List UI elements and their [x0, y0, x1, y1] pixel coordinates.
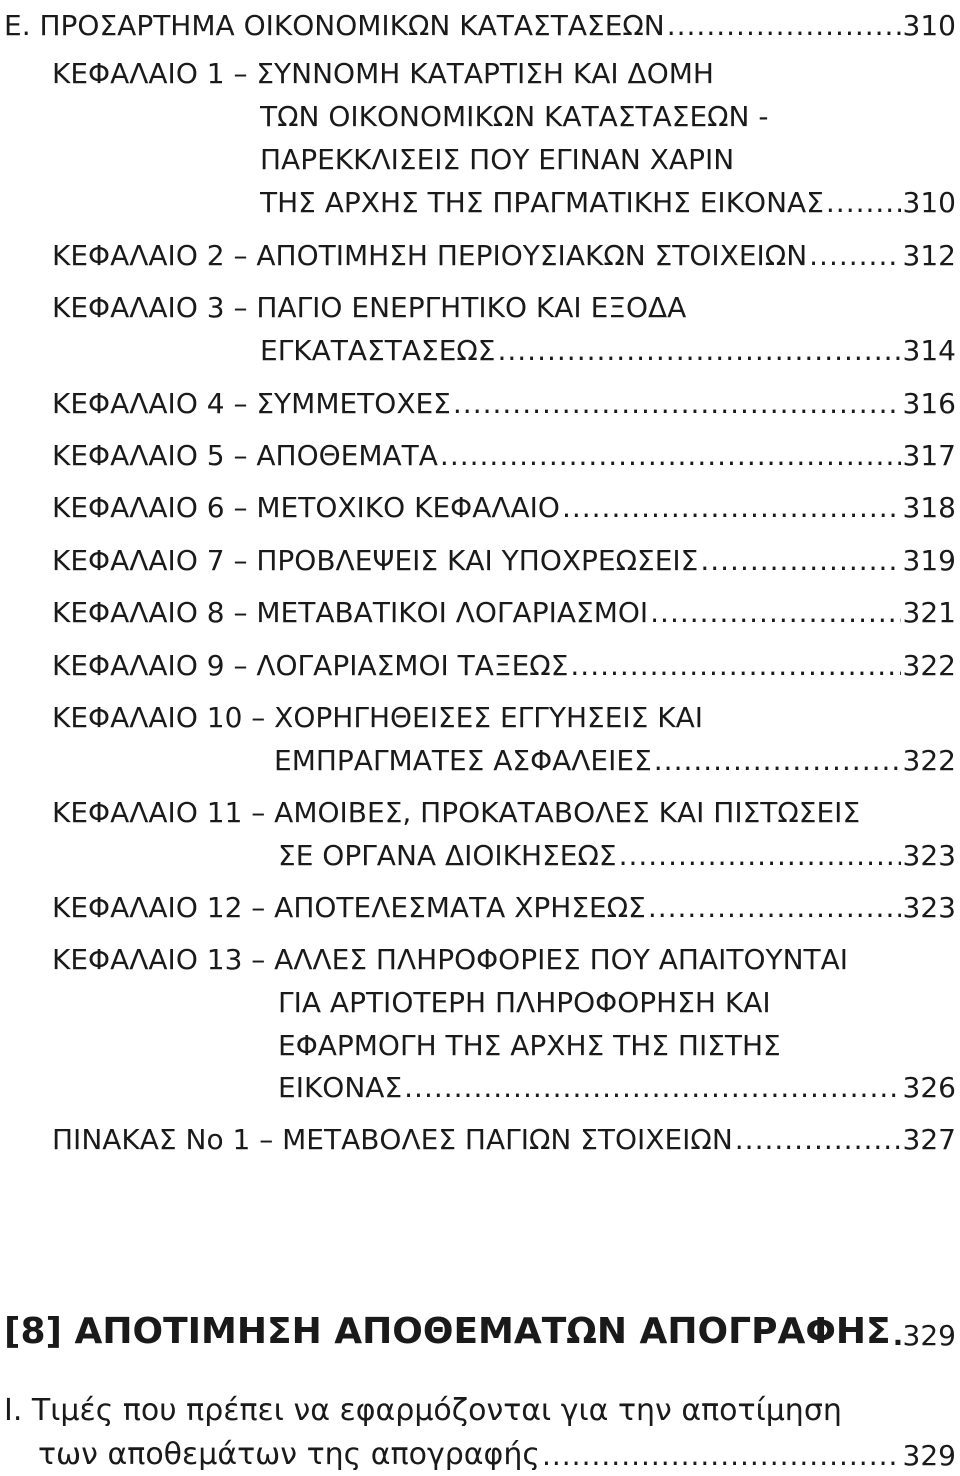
- dot-leader: [619, 842, 901, 870]
- toc-entry-chapter-11-line-1: [52, 787, 956, 827]
- toc-entry-chapter-13-line-1: [52, 934, 956, 974]
- toc-entry-part-8: [4, 1304, 956, 1350]
- page-number: 318: [902, 491, 956, 522]
- toc-entry-chapter-13-line-4: [278, 1062, 956, 1102]
- page-number: 322: [902, 744, 956, 775]
- chapter-title-continued: ΤΗΣ ΑΡΧΗΣ ΤΗΣ ΠΡΑΓΜΑΤΙΚΗΣ ΕΙΚΟΝΑΣ: [260, 186, 824, 217]
- dot-leader: [570, 652, 900, 680]
- toc-entry-table-1: [52, 1114, 956, 1154]
- page-number: 327: [902, 1123, 956, 1154]
- toc-entry-chapter-2: [52, 230, 956, 270]
- page-number: 312: [902, 239, 956, 270]
- toc-entry-chapter-1-line-1: [52, 48, 956, 88]
- chapter-title-continued: ΤΩΝ ΟΙΚΟΝΟΜΙΚΩΝ ΚΑΤΑΣΤΑΣΕΩΝ -: [260, 100, 769, 131]
- toc-entry-chapter-10-line-1: [52, 692, 956, 732]
- chapter-title: ΚΕΦΑΛΑΙΟ 2 – ΑΠΟΤΙΜΗΣΗ ΠΕΡΙΟΥΣΙΑΚΩΝ ΣΤΟΙΧΕΙΩΝ: [52, 239, 808, 270]
- dot-leader: [893, 1322, 901, 1350]
- chapter-title: ΚΕΦΑΛΑΙΟ 1 – ΣΥΝΝΟΜΗ ΚΑΤΑΡΤΙΣΗ ΚΑΙ ΔΟΜΗ: [52, 57, 714, 88]
- chapter-title-continued: ΣΕ ΟΡΓΑΝΑ ΔΙΟΙΚΗΣΕΩΣ: [278, 839, 617, 870]
- dot-leader: [650, 599, 900, 627]
- toc-entry-section-e: [4, 0, 956, 40]
- chapter-title-continued: ΕΦΑΡΜΟΓΗ ΤΗΣ ΑΡΧΗΣ ΤΗΣ ΠΙΣΤΗΣ: [278, 1029, 781, 1060]
- subsection-title: Ι. Τιμές που πρέπει να εφαρμόζονται για την αποτίμηση: [4, 1393, 842, 1426]
- dot-leader: [654, 747, 901, 775]
- toc-entry-chapter-13-line-3: [278, 1020, 956, 1060]
- dot-leader: [542, 1442, 901, 1470]
- toc-entry-chapter-3-line-2: [260, 325, 956, 365]
- page-number: 316: [902, 387, 956, 418]
- part-title: [8] ΑΠΟΤΙΜΗΣΗ ΑΠΟΘΕΜΑΤΩΝ ΑΠΟΓΡΑΦΗΣ: [4, 1311, 891, 1350]
- dot-leader: [440, 442, 901, 470]
- chapter-title-continued: ΕΙΚΟΝΑΣ: [278, 1071, 403, 1102]
- section-title: Ε. ΠΡΟΣΑΡΤΗΜΑ ΟΙΚΟΝΟΜΙΚΩΝ ΚΑΤΑΣΤΑΣΕΩΝ: [4, 9, 665, 40]
- page-number: 329: [902, 1439, 956, 1470]
- toc-entry-subsection-i-line-2: [38, 1430, 956, 1470]
- page-number: 323: [902, 839, 956, 870]
- toc-entry-chapter-4: [52, 378, 956, 418]
- subsection-title-continued: των αποθεμάτων της απογραφής: [38, 1437, 540, 1470]
- page-number: 319: [902, 544, 956, 575]
- dot-leader: [667, 12, 901, 40]
- chapter-title: ΚΕΦΑΛΑΙΟ 7 – ΠΡΟΒΛΕΨΕΙΣ ΚΑΙ ΥΠΟΧΡΕΩΣΕΙΣ: [52, 544, 699, 575]
- page-number: 322: [902, 649, 956, 680]
- chapter-title: ΚΕΦΑΛΑΙΟ 9 – ΛΟΓΑΡΙΑΣΜΟΙ ΤΑΞΕΩΣ: [52, 649, 569, 680]
- page-number: 317: [902, 439, 956, 470]
- dot-leader: [453, 390, 901, 418]
- page-number: 326: [902, 1071, 956, 1102]
- dot-leader: [648, 894, 901, 922]
- toc-entry-chapter-12: [52, 882, 956, 922]
- page-number: 323: [902, 891, 956, 922]
- dot-leader: [735, 1126, 901, 1154]
- chapter-title: ΚΕΦΑΛΑΙΟ 3 – ΠΑΓΙΟ ΕΝΕΡΓΗΤΙΚΟ ΚΑΙ ΕΞΟΔΑ: [52, 291, 687, 322]
- chapter-title: ΚΕΦΑΛΑΙΟ 10 – ΧΟΡΗΓΗΘΕΙΣΕΣ ΕΓΓΥΗΣΕΙΣ ΚΑΙ: [52, 701, 704, 732]
- toc-entry-chapter-7: [52, 535, 956, 575]
- toc-entry-chapter-1-line-4: [260, 177, 956, 217]
- dot-leader: [809, 242, 900, 270]
- chapter-title: ΚΕΦΑΛΑΙΟ 8 – ΜΕΤΑΒΑΤΙΚΟΙ ΛΟΓΑΡΙΑΣΜΟΙ: [52, 596, 649, 627]
- page-number: 329: [902, 1319, 956, 1350]
- page-number: 314: [902, 334, 956, 365]
- chapter-title: ΚΕΦΑΛΑΙΟ 13 – ΑΛΛΕΣ ΠΛΗΡΟΦΟΡΙΕΣ ΠΟΥ ΑΠΑΙΤΟΥΝΤΑΙ: [52, 943, 849, 974]
- chapter-title: ΚΕΦΑΛΑΙΟ 12 – ΑΠΟΤΕΛΕΣΜΑΤΑ ΧΡΗΣΕΩΣ: [52, 891, 646, 922]
- toc-entry-chapter-5: [52, 430, 956, 470]
- chapter-title: ΚΕΦΑΛΑΙΟ 4 – ΣΥΜΜΕΤΟΧΕΣ: [52, 387, 451, 418]
- page-number: 310: [902, 186, 956, 217]
- chapter-title: ΚΕΦΑΛΑΙΟ 6 – ΜΕΤΟΧΙΚΟ ΚΕΦΑΛΑΙΟ: [52, 491, 560, 522]
- chapter-title: ΚΕΦΑΛΑΙΟ 5 – ΑΠΟΘΕΜΑΤΑ: [52, 439, 438, 470]
- dot-leader: [404, 1074, 900, 1102]
- page-number: 321: [902, 596, 956, 627]
- table-title: ΠΙΝΑΚΑΣ Νο 1 – ΜΕΤΑΒΟΛΕΣ ΠΑΓΙΩΝ ΣΤΟΙΧΕΙΩΝ: [52, 1123, 733, 1154]
- toc-entry-chapter-9: [52, 640, 956, 680]
- toc-entry-chapter-3-line-1: [52, 282, 956, 322]
- dot-leader: [826, 189, 901, 217]
- dot-leader: [700, 547, 900, 575]
- page-number: 310: [902, 9, 956, 40]
- chapter-title-continued: ΓΙΑ ΑΡΤΙΟΤΕΡΗ ΠΛΗΡΟΦΟΡΗΣΗ ΚΑΙ: [278, 986, 771, 1017]
- chapter-title-continued: ΕΜΠΡΑΓΜΑΤΕΣ ΑΣΦΑΛΕΙΕΣ: [274, 744, 652, 775]
- chapter-title-continued: ΕΓΚΑΤΑΣΤΑΣΕΩΣ: [260, 334, 496, 365]
- toc-entry-chapter-10-line-2: [274, 735, 956, 775]
- chapter-title: ΚΕΦΑΛΑΙΟ 11 – ΑΜΟΙΒΕΣ, ΠΡΟΚΑΤΑΒΟΛΕΣ ΚΑΙ ΠΙΣΤΩΣΕΙΣ: [52, 796, 861, 827]
- toc-entry-chapter-11-line-2: [278, 830, 956, 870]
- toc-entry-chapter-1-line-3: [260, 134, 956, 174]
- toc-entry-subsection-i-line-1: [4, 1386, 956, 1426]
- toc-entry-chapter-13-line-2: [278, 977, 956, 1017]
- dot-leader: [562, 494, 901, 522]
- chapter-title-continued: ΠΑΡΕΚΚΛΙΣΕΙΣ ΠΟΥ ΕΓΙΝΑΝ ΧΑΡΙΝ: [260, 143, 735, 174]
- toc-entry-chapter-6: [52, 482, 956, 522]
- dot-leader: [497, 337, 900, 365]
- toc-entry-chapter-1-line-2: [260, 91, 956, 131]
- toc-entry-chapter-8: [52, 587, 956, 627]
